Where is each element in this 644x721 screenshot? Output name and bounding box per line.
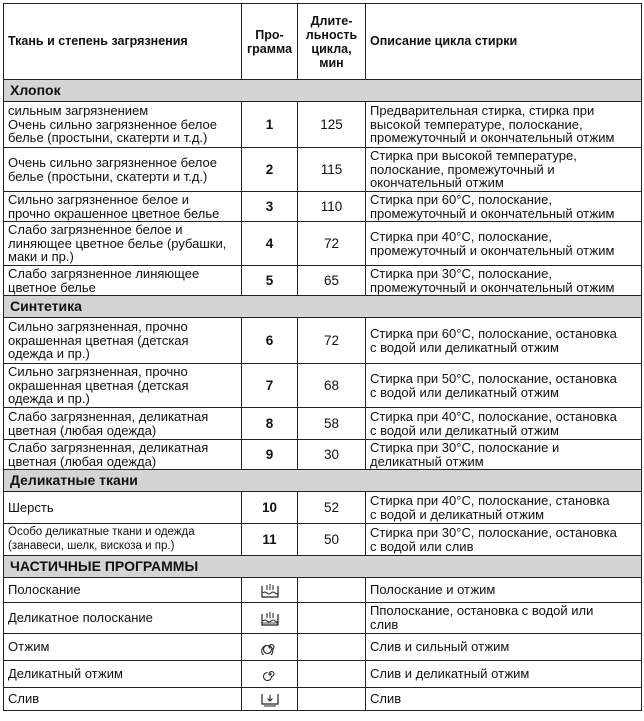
description-cell xyxy=(366,578,642,603)
table-row xyxy=(4,440,642,470)
description-cell xyxy=(366,102,642,148)
description-cell xyxy=(366,222,642,266)
section-title-partial: ЧАСТИЧНЫЕ ПРОГРАММЫ xyxy=(4,556,642,578)
description-cell-line: Стирка при 60°С, полоскание, остановка xyxy=(370,325,617,341)
description-cell xyxy=(366,603,642,634)
fabric-cell: Полоскание xyxy=(4,578,242,603)
description-cell-line: окончательный отжим xyxy=(370,175,504,191)
duration-cell: 58 xyxy=(298,408,366,440)
description-cell-line: промежуточный и окончательный отжим xyxy=(370,242,615,258)
fabric-cell xyxy=(4,192,242,222)
description-cell-line: с водой или деликатный отжим xyxy=(370,339,559,355)
table-row xyxy=(4,634,642,661)
program-icon-cell xyxy=(242,603,298,634)
description-cell-line: с водой или слив xyxy=(370,538,474,554)
fabric-cell xyxy=(4,492,242,524)
program-number: 5 xyxy=(242,266,298,296)
table-row xyxy=(4,408,642,440)
drain-icon xyxy=(261,691,279,707)
program-number: 6 xyxy=(242,318,298,364)
program-number: 7 xyxy=(242,364,298,408)
rinse-icon xyxy=(261,582,279,598)
fabric-cell-line: Слабо загрязненное линяющее xyxy=(8,265,200,281)
section-synthetic xyxy=(4,296,642,318)
table-row xyxy=(4,524,642,556)
description-cell-line: Стирка при 40°С, полоскание, становка xyxy=(370,492,610,508)
table-header-row xyxy=(4,4,642,80)
fabric-cell xyxy=(4,364,242,408)
table-row xyxy=(4,364,642,408)
fabric-cell-line: Слабо загрязненная, деликатная xyxy=(8,408,209,424)
fabric-cell-line: Сильно загрязненная, прочно xyxy=(8,319,188,335)
table-row xyxy=(4,688,642,711)
description-cell-line: Слив и деликатный отжим xyxy=(370,666,530,682)
fabric-cell-line: Очень сильно загрязненное белое xyxy=(8,116,217,132)
fabric-cell-line: Слабо загрязненная, деликатная xyxy=(8,439,209,455)
fabric-cell xyxy=(4,318,242,364)
delicate-spin-icon xyxy=(261,666,279,682)
description-cell-line: Стирка при 40°С, полоскание, xyxy=(370,228,552,244)
duration-cell xyxy=(298,661,366,688)
spin-icon xyxy=(261,639,279,655)
description-cell xyxy=(366,661,642,688)
description-cell-line: с водой и деликатный отжим xyxy=(370,506,545,522)
section-title-delicate: Деликатные ткани xyxy=(4,470,642,492)
description-cell-line: слив xyxy=(370,617,399,632)
fabric-cell-line: одежда и пр.) xyxy=(8,391,90,407)
description-cell xyxy=(366,364,642,408)
description-cell-line: Стирка при 60°С, полоскание, xyxy=(370,191,552,207)
wash-program-table xyxy=(3,3,642,711)
section-title-cotton: Хлопок xyxy=(4,80,642,102)
description-cell-line: Полоскание и отжим xyxy=(370,582,496,598)
description-cell-line: Стирка при высокой температуре, xyxy=(370,148,577,164)
duration-cell: 72 xyxy=(298,318,366,364)
description-cell-line: высокой температуре, полоскание, xyxy=(370,116,583,132)
table-row xyxy=(4,578,642,603)
table-row xyxy=(4,192,642,222)
duration-cell: 68 xyxy=(298,364,366,408)
fabric-cell-line: Сильно загрязненное белое и xyxy=(8,191,190,207)
fabric-cell-line: Очень сильно загрязненное белое xyxy=(8,154,217,170)
table-row xyxy=(4,603,642,634)
description-cell-line: промежуточный и окончательный отжим xyxy=(370,130,615,146)
fabric-cell-line: прочно окрашенное цветное белье xyxy=(8,205,220,221)
description-cell-line: промежуточный и окончательный отжим xyxy=(370,279,615,295)
description-cell-line: полоскание, промежуточный и xyxy=(370,161,555,177)
description-cell-line: промежуточный и окончательный отжим xyxy=(370,205,615,221)
fabric-cell-line: (занавеси, шелк, вискоза и пр.) xyxy=(8,539,175,552)
fabric-cell: Деликатное полоскание xyxy=(4,603,242,634)
description-cell xyxy=(366,492,642,524)
description-cell-line: с водой или деликатный отжим xyxy=(370,384,559,400)
header-program: Про- грамма xyxy=(242,4,298,80)
program-number: 1 xyxy=(242,102,298,148)
fabric-cell-line: Слабо загрязненное белое и xyxy=(8,222,183,238)
program-icon-cell xyxy=(242,688,298,711)
fabric-cell-line: Шерсть xyxy=(8,499,54,515)
table-row xyxy=(4,492,642,524)
program-number: 2 xyxy=(242,148,298,192)
table-row xyxy=(4,318,642,364)
header-fabric: Ткань и степень загрязнения xyxy=(4,4,242,80)
header-description: Описание цикла стирки xyxy=(366,4,642,80)
program-icon-cell xyxy=(242,661,298,688)
duration-cell: 115 xyxy=(298,148,366,192)
fabric-cell-line: цветное белье xyxy=(8,279,96,295)
fabric-cell-line: белье (простыни, скатерти и т.д.) xyxy=(8,168,208,184)
duration-cell: 50 xyxy=(298,524,366,556)
description-cell xyxy=(366,148,642,192)
description-cell xyxy=(366,266,642,296)
table-row xyxy=(4,222,642,266)
delicate-rinse-icon xyxy=(261,610,279,626)
table-row xyxy=(4,266,642,296)
fabric-cell-line: Особо деликатные ткани и одежда xyxy=(8,525,195,538)
description-cell-line: деликатный отжим xyxy=(370,453,484,469)
table-row xyxy=(4,148,642,192)
description-cell xyxy=(366,408,642,440)
description-cell-line: Стирка при 40°С, полоскание, остановка xyxy=(370,408,617,424)
section-partial xyxy=(4,556,642,578)
duration-cell: 30 xyxy=(298,440,366,470)
fabric-cell xyxy=(4,222,242,266)
duration-cell xyxy=(298,634,366,661)
program-icon-cell xyxy=(242,634,298,661)
description-cell xyxy=(366,192,642,222)
fabric-cell: Слив xyxy=(4,688,242,711)
description-cell-line: Стирка при 30°С, полоскание, xyxy=(370,265,552,281)
fabric-cell-line: цветная (любая одежда) xyxy=(8,422,157,438)
fabric-cell-line: окрашенная цветная (детская xyxy=(8,332,189,348)
fabric-cell-line: окрашенная цветная (детская xyxy=(8,377,189,393)
fabric-cell-line: одежда и пр.) xyxy=(8,346,90,362)
fabric-cell-line: цветная (любая одежда) xyxy=(8,453,157,469)
section-title-synthetic: Синтетика xyxy=(4,296,642,318)
description-cell xyxy=(366,440,642,470)
duration-cell xyxy=(298,688,366,711)
program-number: 10 xyxy=(242,492,298,524)
duration-cell xyxy=(298,578,366,603)
description-cell-line: Стирка при 30°С, полоскание и xyxy=(370,439,560,455)
program-number: 11 xyxy=(242,524,298,556)
fabric-cell xyxy=(4,408,242,440)
fabric-cell: Деликатный отжим xyxy=(4,661,242,688)
duration-cell: 125 xyxy=(298,102,366,148)
program-number: 9 xyxy=(242,440,298,470)
description-cell-line: Пполоскание, остановка с водой или xyxy=(370,603,594,619)
duration-cell: 65 xyxy=(298,266,366,296)
duration-cell xyxy=(298,603,366,634)
table-row xyxy=(4,661,642,688)
program-number: 3 xyxy=(242,192,298,222)
fabric-cell xyxy=(4,148,242,192)
fabric-cell xyxy=(4,440,242,470)
header-duration: Длите- льность цикла, мин xyxy=(298,4,366,80)
fabric-cell-line: маки и пр.) xyxy=(8,249,74,265)
fabric-cell xyxy=(4,266,242,296)
program-number: 4 xyxy=(242,222,298,266)
fabric-cell-line: сильным загрязнением xyxy=(8,103,149,119)
description-cell-line: Слив и сильный отжим xyxy=(370,639,510,655)
duration-cell: 110 xyxy=(298,192,366,222)
description-cell xyxy=(366,688,642,711)
fabric-cell xyxy=(4,102,242,148)
duration-cell: 52 xyxy=(298,492,366,524)
duration-cell: 72 xyxy=(298,222,366,266)
program-number: 8 xyxy=(242,408,298,440)
fabric-cell-line: Сильно загрязненная, прочно xyxy=(8,364,188,380)
fabric-cell-line: белье (простыни, скатерти и т.д.) xyxy=(8,130,208,146)
fabric-cell-line: линяющее цветное белье (рубашки, xyxy=(8,235,227,251)
description-cell-line: Предварительная стирка, стирка при xyxy=(370,103,595,119)
description-cell xyxy=(366,524,642,556)
section-cotton xyxy=(4,80,642,102)
description-cell-line: Стирка при 50°С, полоскание, остановка xyxy=(370,370,617,386)
fabric-cell xyxy=(4,524,242,556)
section-delicate xyxy=(4,470,642,492)
program-icon-cell xyxy=(242,578,298,603)
table-row xyxy=(4,102,642,148)
description-cell-line: с водой или деликатный отжим xyxy=(370,422,559,438)
description-cell xyxy=(366,318,642,364)
description-cell-line: Слив xyxy=(370,691,402,707)
description-cell xyxy=(366,634,642,661)
fabric-cell: Отжим xyxy=(4,634,242,661)
description-cell-line: Стирка при 30°С, полоскание, остановка xyxy=(370,524,617,540)
